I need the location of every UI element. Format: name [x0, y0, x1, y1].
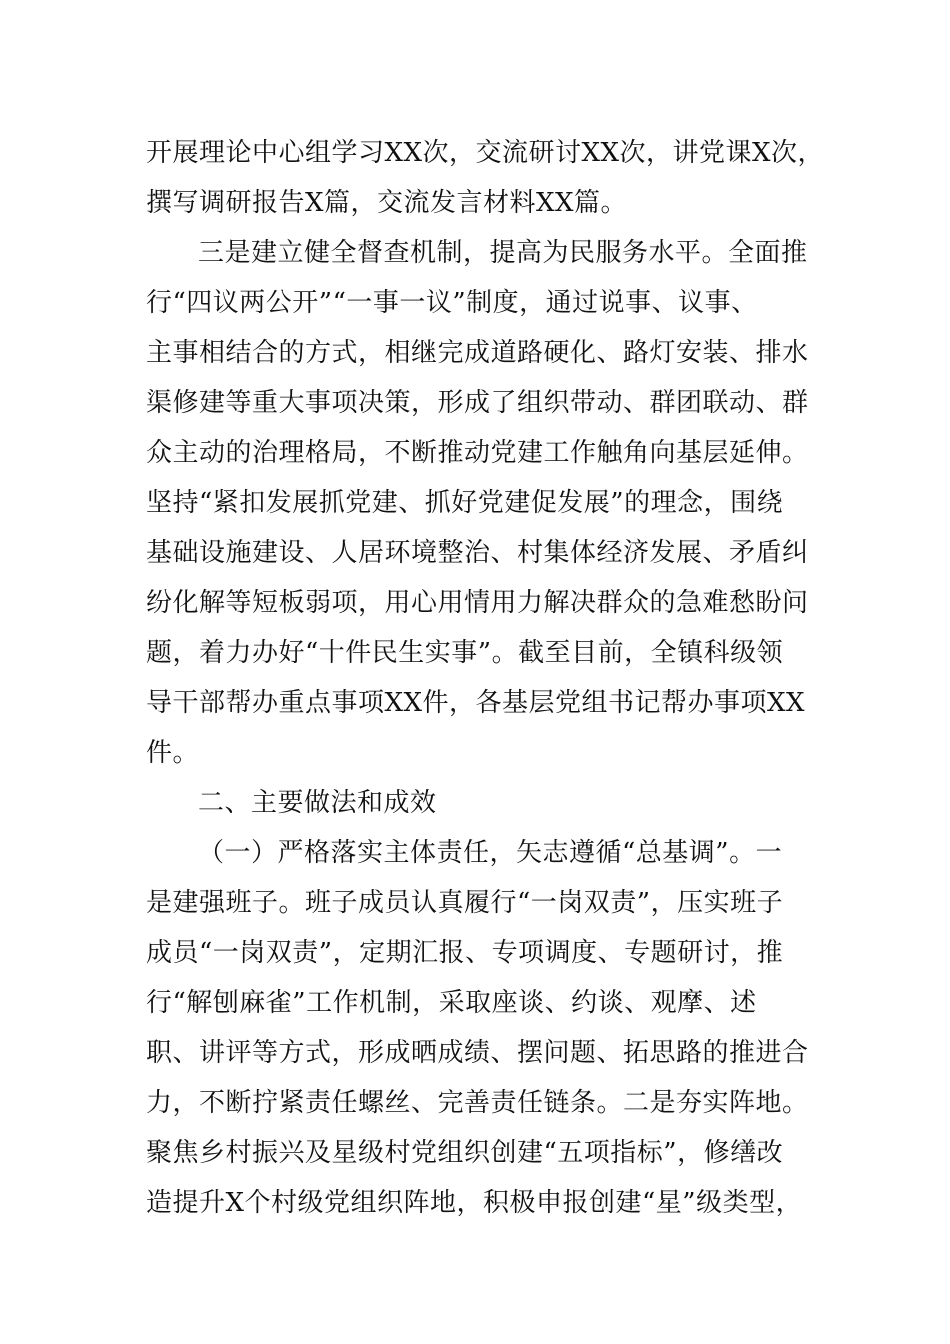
text-line: 撰写调研报告X篇，交流发言材料XX篇。 [146, 188, 628, 218]
text-line: 导干部帮办重点事项XX件，各基层党组书记帮办事项XX [146, 688, 806, 718]
text-line: 是建强班子。班子成员认真履行“一岗双责”，压实班子 [146, 888, 784, 918]
text-line: 成员“一岗双责”，定期汇报、专项调度、专题研讨，推 [146, 938, 784, 968]
text-line: 造提升X个村级党组织阵地，积极申报创建“星”级类型， [146, 1188, 803, 1218]
text-line: 纷化解等短板弱项，用心用情用力解决群众的急难愁盼问 [146, 588, 809, 618]
text-line: 行“四议两公开”“一事一议”制度，通过说事、议事、 [146, 288, 758, 318]
text-line: 聚焦乡村振兴及星级村党组织创建“五项指标”，修缮改 [146, 1138, 784, 1168]
text-line: （一）严格落实主体责任，矢志遵循“总基调”。一 [198, 838, 783, 868]
text-line: 众主动的治理格局，不断推动党建工作触角向基层延伸。 [146, 438, 809, 468]
text-line: 题，着力办好“十件民生实事”。截至目前，全镇科级领 [146, 638, 784, 668]
text-line: 主事相结合的方式，相继完成道路硬化、路灯安装、排水 [146, 338, 809, 368]
text-line: 力，不断拧紧责任螺丝、完善责任链条。二是夯实阵地。 [146, 1088, 809, 1118]
text-line: 开展理论中心组学习XX次，交流研讨XX次，讲党课X次， [146, 138, 825, 168]
section-heading: 二、主要做法和成效 [198, 788, 437, 818]
text-line: 行“解刨麻雀”工作机制，采取座谈、约谈、观摩、述 [146, 988, 757, 1018]
text-line: 件。 [146, 738, 200, 768]
text-line: 三是建立健全督查机制，提高为民服务水平。全面推 [198, 238, 808, 268]
text-line: 坚持“紧扣发展抓党建、抓好党建促发展”的理念，围绕 [146, 488, 784, 518]
text-line: 渠修建等重大事项决策，形成了组织带动、群团联动、群 [146, 388, 809, 418]
text-line: 基础设施建设、人居环境整治、村集体经济发展、矛盾纠 [146, 538, 809, 568]
text-line: 职、讲评等方式，形成晒成绩、摆问题、拓思路的推进合 [146, 1038, 809, 1068]
